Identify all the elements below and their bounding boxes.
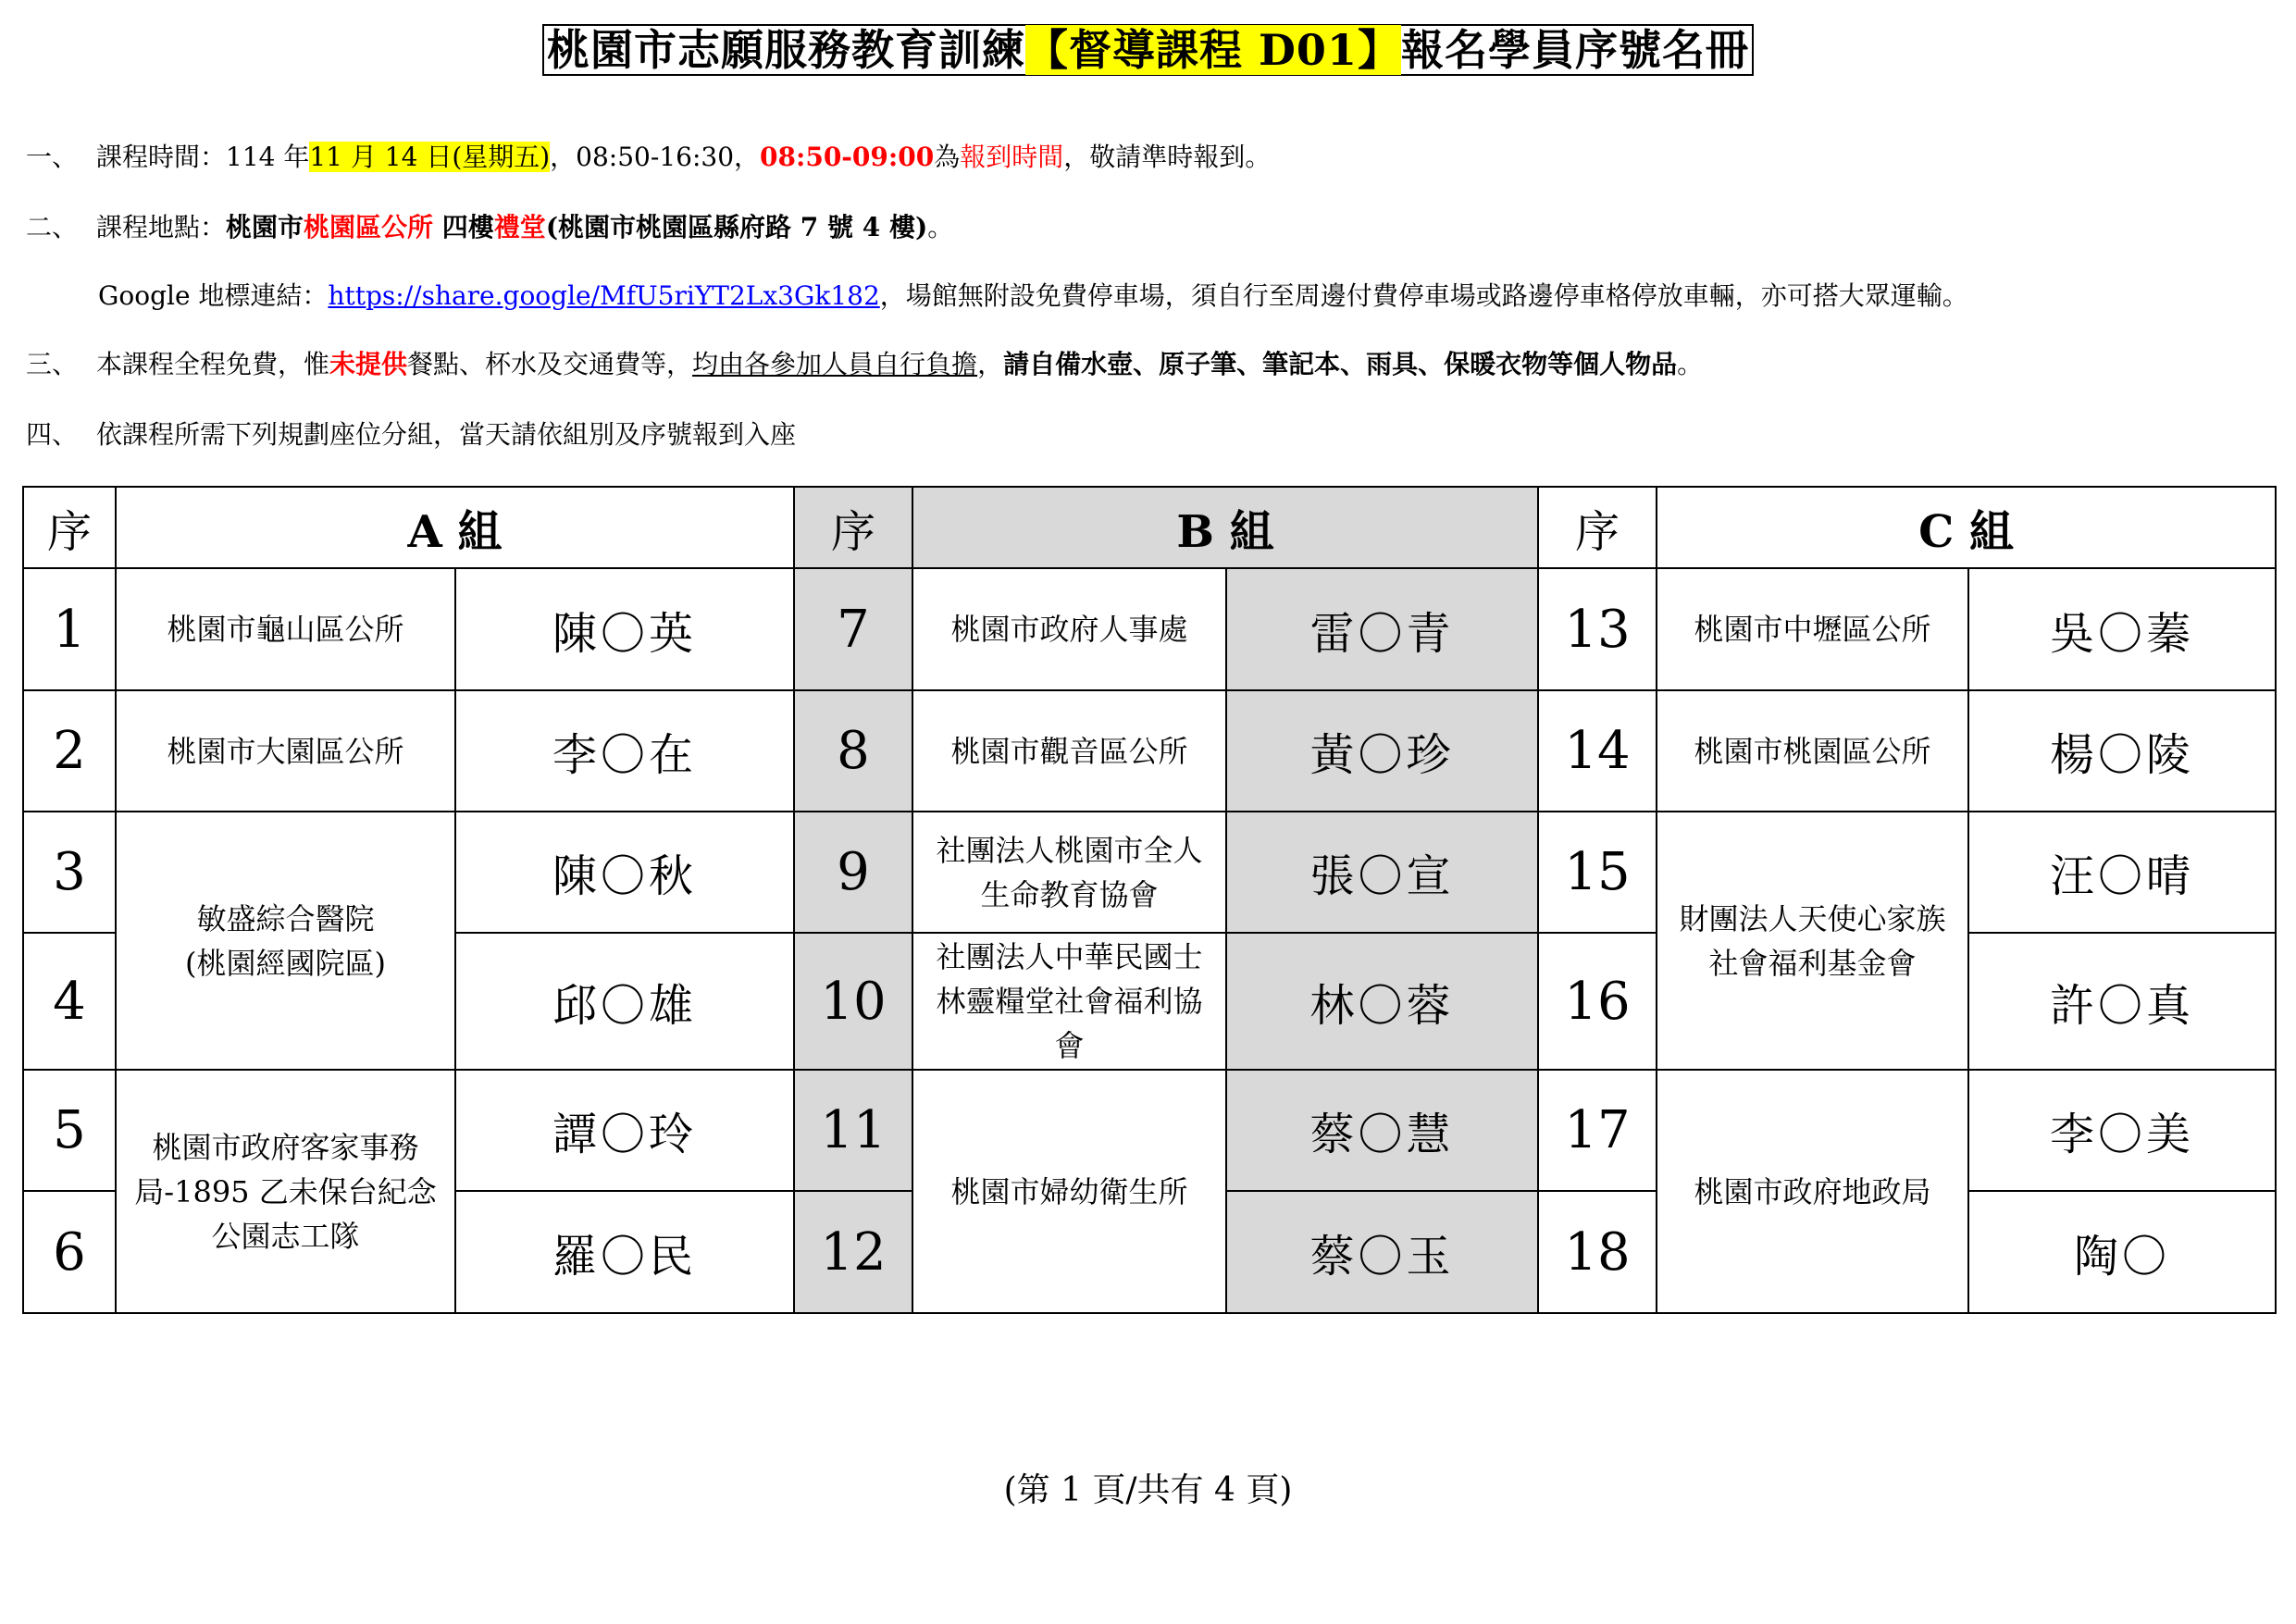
org-line: (桃園經國院區) <box>185 945 386 981</box>
text: ， <box>977 349 1004 379</box>
text: ，敬請準時報到。 <box>1063 142 1272 172</box>
group-a-header: A 組 <box>116 487 794 568</box>
location-city: 桃園市 <box>226 212 304 242</box>
name-cell: 陳〇英 <box>455 568 794 690</box>
seq-cell: 9 <box>794 812 912 933</box>
name-cell: 許〇真 <box>1968 933 2276 1070</box>
item-number: 三、 <box>26 349 79 379</box>
org-cell: 桃園市觀音區公所 <box>912 690 1226 812</box>
table-row <box>23 1070 2276 1191</box>
name-cell: 譚〇玲 <box>455 1070 794 1191</box>
self-pay-note: 均由各參加人員自行負擔 <box>692 349 978 379</box>
seq-cell: 13 <box>1538 568 1657 690</box>
seq-cell: 7 <box>794 568 912 690</box>
seq-cell: 17 <box>1538 1070 1657 1191</box>
seq-header: 序 <box>794 487 912 568</box>
name-cell: 林〇蓉 <box>1226 933 1538 1070</box>
name-cell: 李〇在 <box>455 690 794 812</box>
info-course-location <box>26 211 953 244</box>
info-course-time <box>26 141 1271 174</box>
name-cell: 吳〇蓁 <box>1968 568 2276 690</box>
name-cell: 張〇宣 <box>1226 812 1538 933</box>
org-line: 敏盛綜合醫院 <box>196 900 375 936</box>
seq-cell: 1 <box>23 568 116 690</box>
text: 餐點、杯水及交通費等， <box>407 349 693 379</box>
info-fees <box>26 348 1703 381</box>
seq-cell: 2 <box>23 690 116 812</box>
name-cell: 羅〇民 <box>455 1191 794 1313</box>
org-cell: 桃園市政府地政局 <box>1657 1070 1968 1313</box>
group-b-header: B 組 <box>912 487 1538 568</box>
name-cell: 邱〇雄 <box>455 933 794 1070</box>
item-number: 一、 <box>26 142 79 172</box>
group-c-header: C 組 <box>1657 487 2276 568</box>
org-cell: 桃園市政府人事處 <box>912 568 1226 690</box>
text: 本課程全程免費，惟 <box>96 349 330 379</box>
table-row <box>23 568 2276 690</box>
title-wrap <box>0 24 2296 76</box>
name-cell: 蔡〇玉 <box>1226 1191 1538 1313</box>
roster-table <box>22 486 2277 1314</box>
location-hall: 禮堂 <box>493 212 546 242</box>
info-map-link <box>98 279 1968 313</box>
org-cell <box>116 812 455 1070</box>
text: ，場館無附設免費停車場，須自行至周邊付費停車場或路邊停車格停放車輛，亦可搭大眾運輸。 <box>879 280 1968 311</box>
checkin-time: 08:50-09:00 <box>760 142 935 172</box>
header-row <box>23 487 2276 568</box>
name-cell: 李〇美 <box>1968 1070 2276 1191</box>
table-row <box>23 690 2276 812</box>
title-prefix: 桃園市志願服務教育訓練 <box>547 25 1026 75</box>
table-row <box>23 812 2276 933</box>
bring-items-note: 請自備水壺、原子筆、筆記本、雨具、保暖衣物等個人物品 <box>1003 349 1678 379</box>
title-suffix: 報名學員序號名冊 <box>1400 25 1749 75</box>
location-venue: 桃園區公所 <box>304 212 434 242</box>
seq-header: 序 <box>1538 487 1657 568</box>
not-provided: 未提供 <box>329 349 408 379</box>
text: 。 <box>1677 349 1704 379</box>
seq-cell: 11 <box>794 1070 912 1191</box>
org-cell: 社團法人桃園市全人生命教育協會 <box>912 812 1226 933</box>
seq-cell: 14 <box>1538 690 1657 812</box>
org-cell: 桃園市政府客家事務局-1895 乙未保台紀念公園志工隊 <box>116 1070 455 1313</box>
seq-cell: 18 <box>1538 1191 1657 1313</box>
org-cell: 桃園市龜山區公所 <box>116 568 455 690</box>
text: Google 地標連結： <box>98 280 329 311</box>
seq-cell: 5 <box>23 1070 116 1191</box>
seq-cell: 10 <box>794 933 912 1070</box>
seq-cell: 15 <box>1538 812 1657 933</box>
title-course-code: 【督導課程 D01】 <box>1025 25 1401 75</box>
name-cell: 黃〇珍 <box>1226 690 1538 812</box>
seq-cell: 16 <box>1538 933 1657 1070</box>
seq-cell: 12 <box>794 1191 912 1313</box>
seq-header: 序 <box>23 487 116 568</box>
seq-cell: 4 <box>23 933 116 1070</box>
name-cell: 蔡〇慧 <box>1226 1070 1538 1191</box>
org-cell: 社團法人中華民國士林靈糧堂社會福利協會 <box>912 933 1226 1070</box>
name-cell: 陳〇秋 <box>455 812 794 933</box>
text: 課程時間：114 年 <box>96 142 310 172</box>
org-cell: 財團法人天使心家族社會福利基金會 <box>1657 812 1968 1070</box>
seq-cell: 8 <box>794 690 912 812</box>
page-number: (第 1 頁/共有 4 頁) <box>1003 1471 1293 1509</box>
seq-cell: 3 <box>23 812 116 933</box>
location-address: (桃園市桃園區縣府路 7 號 4 樓) <box>545 212 928 242</box>
text: ，08:50-16:30， <box>550 142 761 172</box>
seq-cell: 6 <box>23 1191 116 1313</box>
text: 。 <box>927 212 954 242</box>
checkin-label: 報到時間 <box>960 142 1064 172</box>
org-cell: 桃園市中壢區公所 <box>1657 568 1968 690</box>
name-cell: 汪〇晴 <box>1968 812 2276 933</box>
course-date: 11 月 14 日(星期五) <box>309 142 551 172</box>
org-cell: 桃園市桃園區公所 <box>1657 690 1968 812</box>
org-cell: 桃園市婦幼衛生所 <box>912 1070 1226 1313</box>
text: 課程地點： <box>96 212 227 242</box>
item-number: 四、 <box>26 419 79 450</box>
org-cell: 桃園市大園區公所 <box>116 690 455 812</box>
location-floor: 四樓 <box>433 212 494 242</box>
google-map-link[interactable]: https://share.google/MfU5riYT2Lx3Gk182 <box>328 280 880 311</box>
name-cell: 楊〇陵 <box>1968 690 2276 812</box>
text: 依課程所需下列規劃座位分組，當天請依組別及序號報到入座 <box>96 419 797 450</box>
name-cell: 陶〇 <box>1968 1191 2276 1313</box>
text: 為 <box>934 142 961 172</box>
page-title <box>542 24 1754 76</box>
info-seating <box>26 418 796 452</box>
item-number: 二、 <box>26 212 79 242</box>
name-cell: 雷〇青 <box>1226 568 1538 690</box>
